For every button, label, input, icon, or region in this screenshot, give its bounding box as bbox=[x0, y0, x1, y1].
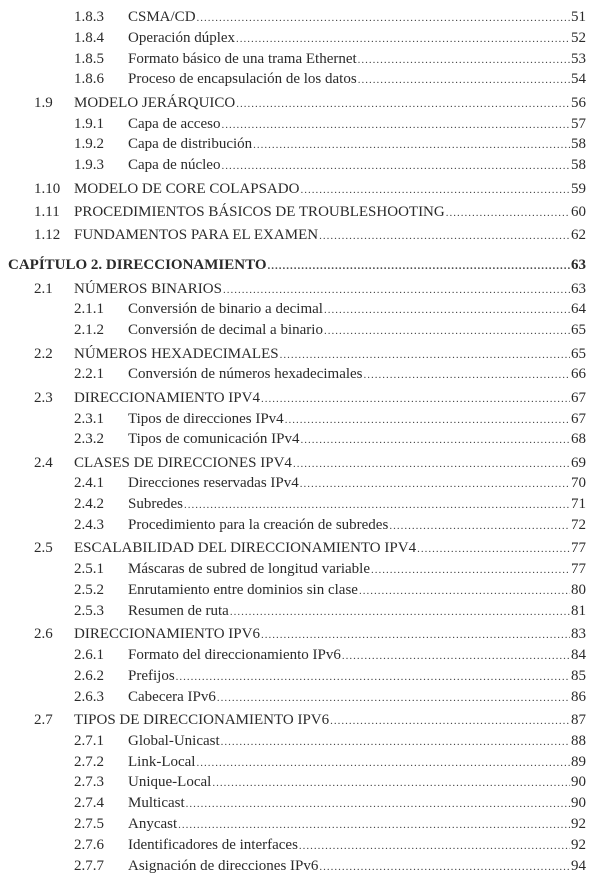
section-number: 2.5.3 bbox=[74, 602, 104, 619]
page-number: 67 bbox=[571, 410, 586, 427]
dot-leader bbox=[293, 454, 570, 475]
section-title: Capa de distribución bbox=[128, 136, 253, 153]
page-number: 56 bbox=[571, 94, 586, 111]
page-number: 89 bbox=[571, 753, 586, 770]
section-number: 1.9.3 bbox=[74, 157, 104, 174]
toc-entry[interactable] bbox=[0, 538, 586, 559]
toc-entry[interactable] bbox=[0, 793, 586, 814]
section-number: 2.6.1 bbox=[74, 647, 104, 664]
section-title: Formato del direccionamiento IPv6 bbox=[128, 647, 341, 664]
toc-entry[interactable] bbox=[0, 28, 586, 49]
section-title: DIRECCIONAMIENTO IPV4 bbox=[74, 389, 260, 406]
dot-leader bbox=[212, 773, 570, 794]
dot-leader bbox=[371, 560, 570, 581]
section-title: Conversión de números hexadecimales bbox=[128, 366, 363, 383]
section-title: Direcciones reservadas IPv4 bbox=[128, 475, 299, 492]
section-title: Unique-Local bbox=[128, 774, 212, 791]
dot-leader bbox=[230, 602, 570, 623]
section-number: 1.8.4 bbox=[74, 29, 104, 46]
dot-leader bbox=[261, 625, 570, 646]
toc-entry[interactable] bbox=[0, 202, 586, 223]
section-title: Capa de núcleo bbox=[128, 157, 221, 174]
page-number: 71 bbox=[571, 496, 586, 513]
dot-leader bbox=[221, 115, 570, 136]
dot-leader bbox=[358, 50, 570, 71]
page-number: 59 bbox=[571, 180, 586, 197]
section-number: 1.9.1 bbox=[74, 115, 104, 132]
section-title: Asignación de direcciones IPv6 bbox=[128, 857, 319, 874]
section-number: 2.5 bbox=[34, 540, 53, 557]
page-number: 58 bbox=[571, 157, 586, 174]
section-title: CAPÍTULO 2. DIRECCIONAMIENTO bbox=[8, 257, 267, 274]
section-number: 2.1 bbox=[34, 280, 53, 297]
dot-leader bbox=[184, 495, 570, 516]
section-number: 2.1.1 bbox=[74, 301, 104, 318]
section-number: 2.7 bbox=[34, 712, 53, 729]
section-number: 1.12 bbox=[34, 227, 61, 244]
section-title: Máscaras de subred de longitud variable bbox=[128, 561, 370, 578]
toc-entry[interactable] bbox=[0, 645, 586, 666]
page-number: 72 bbox=[571, 517, 586, 534]
dot-leader bbox=[299, 836, 570, 857]
page-number: 77 bbox=[571, 540, 586, 557]
dot-leader bbox=[217, 688, 570, 709]
toc-entry[interactable] bbox=[0, 7, 586, 28]
toc-entry[interactable] bbox=[0, 814, 586, 835]
section-number: 2.4.3 bbox=[74, 517, 104, 534]
toc-entry[interactable] bbox=[0, 559, 586, 580]
toc-entry[interactable] bbox=[0, 388, 586, 409]
dot-leader bbox=[358, 70, 570, 91]
dot-leader bbox=[300, 474, 570, 495]
toc-entry[interactable] bbox=[0, 134, 586, 155]
dot-leader bbox=[268, 256, 570, 277]
page-number: 77 bbox=[571, 561, 586, 578]
dot-leader bbox=[197, 8, 570, 29]
section-number: 2.5.2 bbox=[74, 582, 104, 599]
toc-chapter-entry[interactable] bbox=[0, 255, 586, 276]
dot-leader bbox=[364, 365, 570, 386]
section-number: 1.10 bbox=[34, 180, 61, 197]
section-title: NÚMEROS BINARIOS bbox=[74, 280, 222, 297]
toc-entry[interactable] bbox=[0, 364, 586, 385]
dot-leader bbox=[285, 410, 570, 431]
dot-leader bbox=[300, 180, 570, 201]
toc-entry[interactable] bbox=[0, 601, 586, 622]
toc-entry[interactable] bbox=[0, 731, 586, 752]
section-number: 1.8.5 bbox=[74, 50, 104, 67]
section-title: Link-Local bbox=[128, 753, 196, 770]
toc-entry[interactable] bbox=[0, 453, 586, 474]
section-title: Conversión de decimal a binario bbox=[128, 322, 323, 339]
toc-entry[interactable] bbox=[0, 299, 586, 320]
section-title: MODELO DE CORE COLAPSADO bbox=[74, 180, 300, 197]
page-number: 57 bbox=[571, 115, 586, 132]
section-number: 2.3.1 bbox=[74, 410, 104, 427]
page-number: 54 bbox=[571, 71, 586, 88]
dot-leader bbox=[301, 430, 570, 451]
section-number: 2.6 bbox=[34, 626, 53, 643]
dot-leader bbox=[261, 389, 570, 410]
dot-leader bbox=[253, 135, 570, 156]
section-title: TIPOS DE DIRECCIONAMIENTO IPV6 bbox=[74, 712, 330, 729]
toc-entry[interactable] bbox=[0, 835, 586, 856]
toc-entry[interactable] bbox=[0, 580, 586, 601]
section-title: Enrutamiento entre dominios sin clase bbox=[128, 582, 358, 599]
section-title: Resumen de ruta bbox=[128, 602, 229, 619]
section-number: 1.11 bbox=[34, 203, 60, 220]
page-number: 52 bbox=[571, 29, 586, 46]
dot-leader bbox=[186, 794, 570, 815]
section-title: Prefijos bbox=[128, 667, 175, 684]
page-number: 70 bbox=[571, 475, 586, 492]
section-number: 2.7.6 bbox=[74, 836, 104, 853]
section-number: 1.8.3 bbox=[74, 9, 104, 25]
toc-entry[interactable] bbox=[0, 69, 586, 90]
dot-leader bbox=[330, 711, 570, 732]
page-number: 63 bbox=[571, 280, 586, 297]
toc-entry[interactable] bbox=[0, 344, 586, 365]
page-number: 66 bbox=[571, 366, 586, 383]
toc-entry[interactable] bbox=[0, 687, 586, 708]
dot-leader bbox=[319, 857, 570, 878]
toc-entry[interactable] bbox=[0, 515, 586, 536]
section-title: PROCEDIMIENTOS BÁSICOS DE TROUBLESHOOTING bbox=[74, 203, 445, 220]
section-number: 2.7.5 bbox=[74, 816, 104, 833]
toc-entry[interactable] bbox=[0, 429, 586, 450]
toc-entry[interactable] bbox=[0, 49, 586, 70]
page-number: 67 bbox=[571, 389, 586, 406]
section-title: ESCALABILIDAD DEL DIRECCIONAMIENTO IPV4 bbox=[74, 540, 417, 557]
toc-entry[interactable] bbox=[0, 114, 586, 135]
toc-entry[interactable] bbox=[0, 179, 586, 200]
toc-entry[interactable] bbox=[0, 666, 586, 687]
section-number: 2.3.2 bbox=[74, 431, 104, 448]
section-title: Global-Unicast bbox=[128, 732, 220, 749]
section-title: MODELO JERÁRQUICO bbox=[74, 94, 236, 111]
toc-entry[interactable] bbox=[0, 225, 586, 246]
section-number: 2.3 bbox=[34, 389, 53, 406]
section-title: CLASES DE DIRECCIONES IPV4 bbox=[74, 454, 292, 471]
section-title: Tipos de comunicación IPv4 bbox=[128, 431, 300, 448]
page-number: 88 bbox=[571, 732, 586, 749]
section-number: 2.5.1 bbox=[74, 561, 104, 578]
section-title: Procedimiento para la creación de subredes bbox=[128, 517, 389, 534]
section-title: Formato básico de una trama Ethernet bbox=[128, 50, 357, 67]
page-number: 63 bbox=[571, 257, 586, 274]
dot-leader bbox=[176, 667, 570, 688]
page-number: 60 bbox=[571, 203, 586, 220]
section-number: 2.7.2 bbox=[74, 753, 104, 770]
page-number: 83 bbox=[571, 626, 586, 643]
section-number: 1.8.6 bbox=[74, 71, 104, 88]
section-title: DIRECCIONAMIENTO IPV6 bbox=[74, 626, 260, 643]
toc-entry[interactable] bbox=[0, 155, 586, 176]
section-number: 2.2.1 bbox=[74, 366, 104, 383]
section-number: 2.4 bbox=[34, 454, 53, 471]
dot-leader bbox=[178, 815, 570, 836]
dot-leader bbox=[221, 732, 570, 753]
page-number: 68 bbox=[571, 431, 586, 448]
dot-leader bbox=[280, 345, 570, 366]
toc-entry[interactable] bbox=[0, 710, 586, 731]
section-number: 1.9 bbox=[34, 94, 53, 111]
section-title: CSMA/CD bbox=[128, 9, 196, 25]
page-number: 86 bbox=[571, 688, 586, 705]
section-number: 2.6.3 bbox=[74, 688, 104, 705]
section-number: 2.7.3 bbox=[74, 774, 104, 791]
dot-leader bbox=[324, 321, 570, 342]
dot-leader bbox=[196, 753, 570, 774]
page-number: 90 bbox=[571, 795, 586, 812]
section-number: 2.6.2 bbox=[74, 667, 104, 684]
page-number: 69 bbox=[571, 454, 586, 471]
page-number: 84 bbox=[571, 647, 586, 664]
dot-leader bbox=[319, 226, 570, 247]
page-number: 80 bbox=[571, 582, 586, 599]
toc-entry[interactable] bbox=[0, 624, 586, 645]
page-number: 87 bbox=[571, 712, 586, 729]
page-number: 92 bbox=[571, 836, 586, 853]
dot-leader bbox=[324, 300, 570, 321]
toc-entry[interactable] bbox=[0, 279, 586, 300]
section-number: 1.9.2 bbox=[74, 136, 104, 153]
page-number: 90 bbox=[571, 774, 586, 791]
page-number: 65 bbox=[571, 322, 586, 339]
section-number: 2.4.2 bbox=[74, 496, 104, 513]
toc-entry[interactable] bbox=[0, 856, 586, 877]
toc-entry[interactable] bbox=[0, 93, 586, 114]
section-title: Subredes bbox=[128, 496, 183, 513]
section-title: Anycast bbox=[128, 816, 178, 833]
page-number: 92 bbox=[571, 816, 586, 833]
dot-leader bbox=[389, 516, 570, 537]
section-title: Capa de acceso bbox=[128, 115, 221, 132]
dot-leader bbox=[359, 581, 570, 602]
page-number: 94 bbox=[571, 857, 586, 874]
page-number: 53 bbox=[571, 50, 586, 67]
dot-leader bbox=[221, 156, 570, 177]
section-number: 2.4.1 bbox=[74, 475, 104, 492]
page-number: 62 bbox=[571, 227, 586, 244]
toc-entry[interactable] bbox=[0, 320, 586, 341]
dot-leader bbox=[446, 203, 570, 224]
page-number: 58 bbox=[571, 136, 586, 153]
dot-leader bbox=[417, 539, 570, 560]
page-number: 64 bbox=[571, 301, 586, 318]
section-title: NÚMEROS HEXADECIMALES bbox=[74, 345, 279, 362]
section-number: 2.1.2 bbox=[74, 322, 104, 339]
toc-entry[interactable] bbox=[0, 752, 586, 773]
dot-leader bbox=[342, 646, 570, 667]
dot-leader bbox=[236, 94, 570, 115]
section-title: Conversión de binario a decimal bbox=[128, 301, 323, 318]
section-number: 2.7.1 bbox=[74, 732, 104, 749]
section-title: Cabecera IPv6 bbox=[128, 688, 216, 705]
section-number: 2.2 bbox=[34, 345, 53, 362]
section-title: Identificadores de interfaces bbox=[128, 836, 298, 853]
toc-entry[interactable] bbox=[0, 409, 586, 430]
section-title: Proceso de encapsulación de los datos bbox=[128, 71, 357, 88]
page-number: 85 bbox=[571, 667, 586, 684]
section-title: Tipos de direcciones IPv4 bbox=[128, 410, 284, 427]
section-number: 2.7.4 bbox=[74, 795, 104, 812]
page-number: 51 bbox=[571, 9, 586, 25]
page-number: 65 bbox=[571, 345, 586, 362]
section-number: 2.7.7 bbox=[74, 857, 104, 874]
toc-entry[interactable] bbox=[0, 494, 586, 515]
page-number: 81 bbox=[571, 602, 586, 619]
section-title: Multicast bbox=[128, 795, 185, 812]
dot-leader bbox=[223, 280, 570, 301]
section-title: FUNDAMENTOS PARA EL EXAMEN bbox=[74, 227, 319, 244]
toc-entry[interactable] bbox=[0, 473, 586, 494]
dot-leader bbox=[236, 29, 570, 50]
toc-entry[interactable] bbox=[0, 772, 586, 793]
section-title: Operación dúplex bbox=[128, 29, 236, 46]
